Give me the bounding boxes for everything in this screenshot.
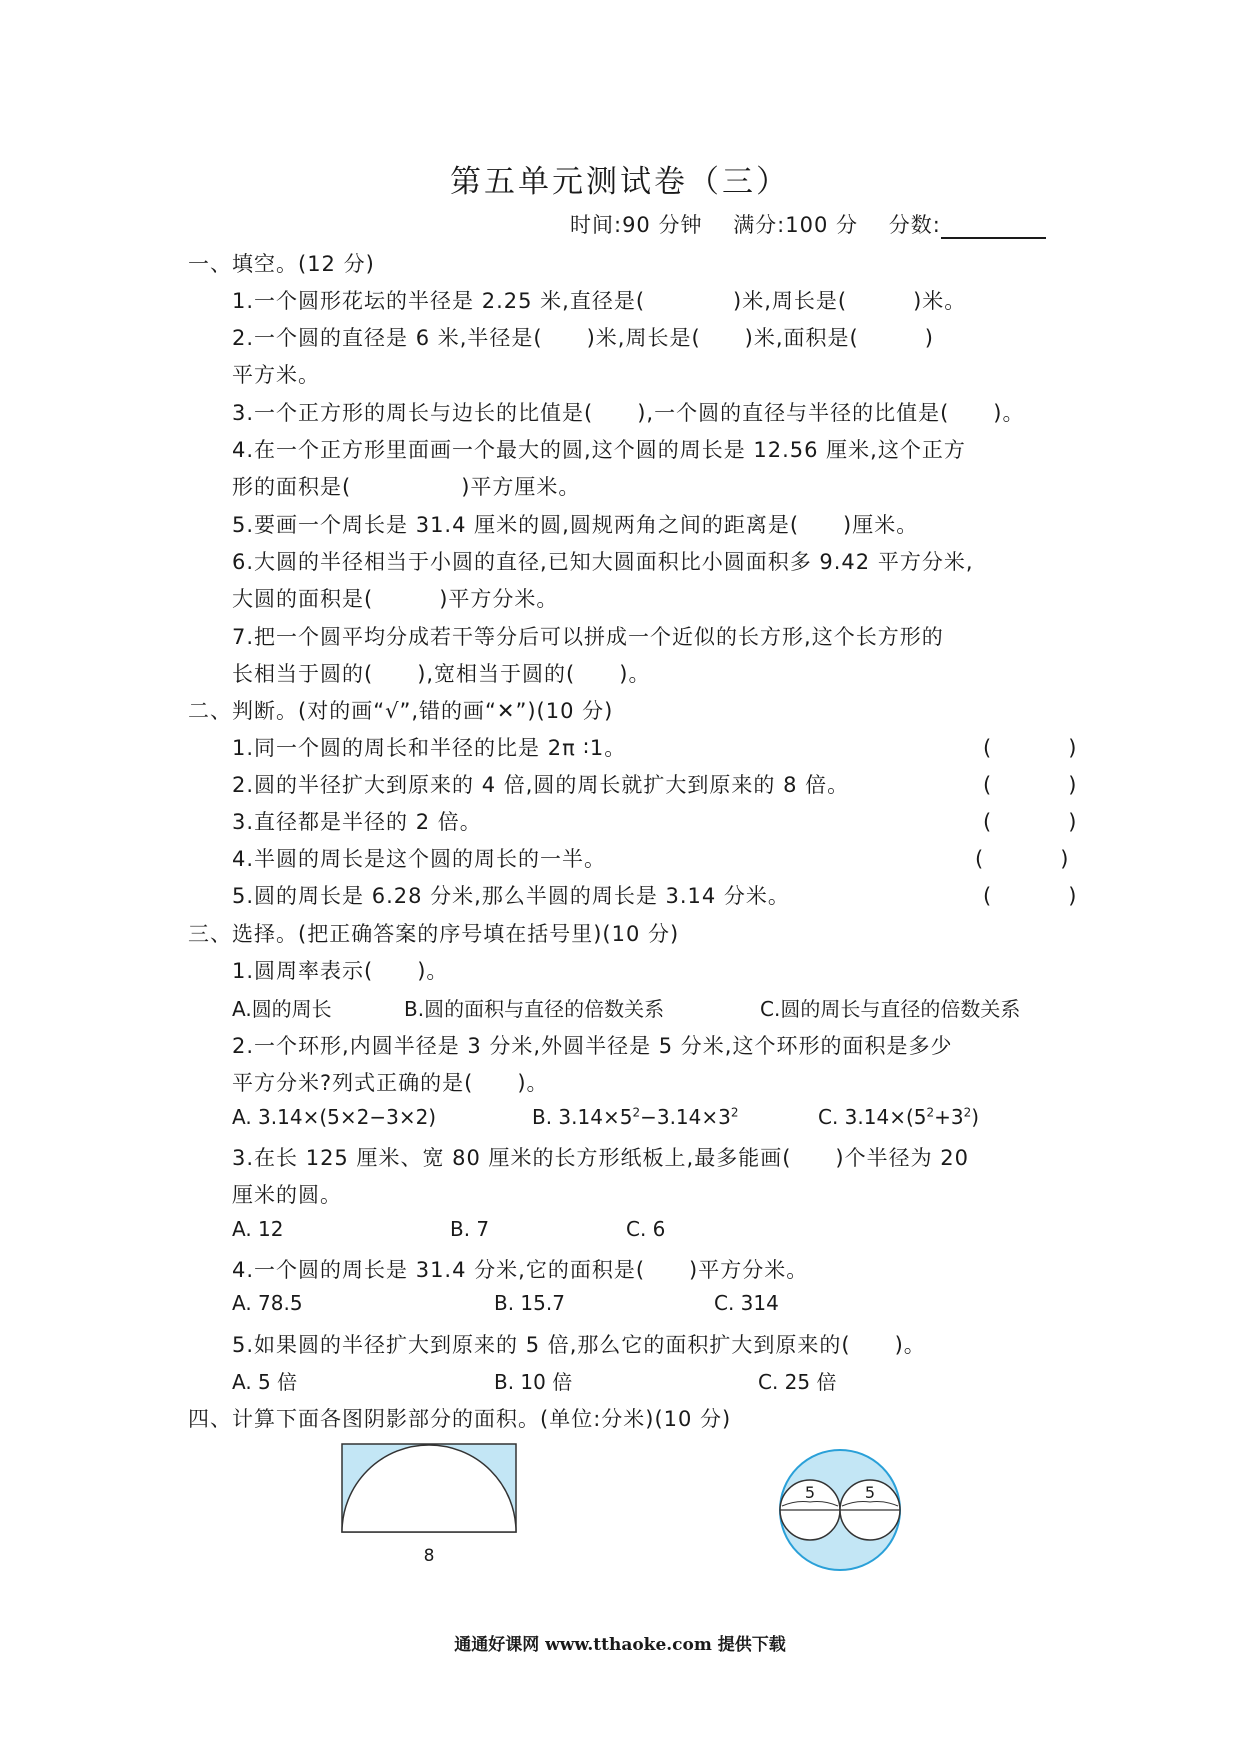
- s3-question-5: 5.如果圆的半径扩大到原来的 5 倍,那么它的面积扩大到原来的( )。: [232, 1333, 926, 1357]
- s3-q2-option-c: [818, 1105, 979, 1129]
- s1-question-7-cont: 长相当于圆的( ),宽相当于圆的( )。: [232, 662, 651, 686]
- s2-item: 2.圆的半径扩大到原来的 4 倍,圆的周长就扩大到原来的 8 倍。: [232, 773, 850, 797]
- s3-q5-option-b: B. 10 倍: [494, 1370, 573, 1394]
- s1-question-3: 3.一个正方形的周长与边长的比值是( ),一个圆的直径与半径的比值是( )。: [232, 401, 1025, 425]
- s3-question-4: 4.一个圆的周长是 31.4 分米,它的面积是( )平方分米。: [232, 1258, 809, 1282]
- formula-part: B. 3.14×5: [532, 1105, 633, 1129]
- full-score-info: 满分:100 分: [733, 213, 859, 237]
- figure-circles-in-circle: [770, 1440, 910, 1580]
- s3-q2-option-b: [532, 1105, 739, 1129]
- s1-question-6-cont: 大圆的面积是( )平方分米。: [232, 587, 559, 611]
- s3-question-2: 2.一个环形,内圆半径是 3 分米,外圆半径是 5 分米,这个环形的面积是多少: [232, 1034, 953, 1058]
- answer-paren[interactable]: ( ): [983, 773, 1105, 797]
- s3-q5-option-c: C. 25 倍: [758, 1370, 837, 1394]
- exponent: 2: [963, 1105, 972, 1120]
- s3-q3-option-a: A. 12: [232, 1217, 284, 1241]
- exponent: 2: [730, 1105, 739, 1120]
- s2-item: 1.同一个圆的周长和半径的比是 2π ∶1。: [232, 736, 627, 760]
- section4-heading: 四、计算下面各图阴影部分的面积。(单位:分米)(10 分): [188, 1407, 732, 1431]
- figure-semicircle-in-rectangle: [330, 1440, 530, 1570]
- s3-question-2-cont: 平方分米?列式正确的是( )。: [232, 1071, 549, 1095]
- fig1-dimension-label: 8: [423, 1546, 435, 1566]
- s2-item: 5.圆的周长是 6.28 分米,那么半圆的周长是 3.14 分米。: [232, 884, 790, 908]
- exponent: 2: [632, 1105, 641, 1120]
- answer-paren[interactable]: ( ): [983, 884, 1105, 908]
- time-info: 时间:90 分钟: [570, 213, 703, 237]
- s1-question-6: 6.大圆的半径相当于小圆的直径,已知大圆面积比小圆面积多 9.42 平方分米,: [232, 550, 974, 574]
- section3-heading: 三、选择。(把正确答案的序号填在括号里)(10 分): [188, 922, 680, 946]
- s1-question-7: 7.把一个圆平均分成若干等分后可以拼成一个近似的长方形,这个长方形的: [232, 625, 944, 649]
- formula-part: C. 3.14×(5: [818, 1105, 927, 1129]
- s3-q5-option-a: A. 5 倍: [232, 1370, 298, 1394]
- s1-question-4: 4.在一个正方形里面画一个最大的圆,这个圆的周长是 12.56 厘米,这个正方: [232, 438, 966, 462]
- answer-paren[interactable]: ( ): [975, 847, 1097, 871]
- exponent: 2: [926, 1105, 935, 1120]
- formula-part: +3: [934, 1105, 964, 1129]
- s3-q1-option-c: C.圆的周长与直径的倍数关系: [760, 997, 1021, 1021]
- s3-q1-option-a: A.圆的周长: [232, 997, 332, 1021]
- score-label: 分数:: [888, 213, 941, 237]
- s3-q4-option-a: A. 78.5: [232, 1291, 303, 1315]
- answer-paren[interactable]: ( ): [983, 810, 1105, 834]
- fig2-right-label: 5: [864, 1483, 876, 1502]
- s3-q4-option-b: B. 15.7: [494, 1291, 565, 1315]
- s3-q2-option-a: A. 3.14×(5×2−3×2): [232, 1105, 437, 1129]
- s3-q1-option-b: B.圆的面积与直径的倍数关系: [404, 997, 665, 1021]
- score-blank[interactable]: [941, 219, 1046, 239]
- fig2-left-label: 5: [804, 1483, 816, 1502]
- s3-q3-option-b: B. 7: [450, 1217, 490, 1241]
- s3-q4-option-c: C. 314: [714, 1291, 779, 1315]
- section1-heading: 一、填空。(12 分): [188, 252, 375, 276]
- s3-q3-option-c: C. 6: [626, 1217, 666, 1241]
- s1-question-4-cont: 形的面积是( )平方厘米。: [232, 475, 581, 499]
- s3-question-1: 1.圆周率表示( )。: [232, 959, 449, 983]
- footer-source: 通通好课网 www.tthaoke.com 提供下载: [454, 1635, 786, 1655]
- exam-meta: [570, 209, 1046, 239]
- s3-question-3-cont: 厘米的圆。: [232, 1183, 342, 1207]
- s1-question-1: 1.一个圆形花坛的半径是 2.25 米,直径是( )米,周长是( )米。: [232, 289, 967, 313]
- section2-heading: 二、判断。(对的画“√”,错的画“✕”)(10 分): [188, 699, 614, 723]
- s1-question-2-cont: 平方米。: [232, 363, 320, 387]
- s1-question-5: 5.要画一个周长是 31.4 厘米的圆,圆规两角之间的距离是( )厘米。: [232, 513, 919, 537]
- s3-question-3: 3.在长 125 厘米、宽 80 厘米的长方形纸板上,最多能画( )个半径为 20: [232, 1146, 969, 1170]
- formula-part: −3.14×3: [640, 1105, 731, 1129]
- formula-part: ): [971, 1105, 980, 1129]
- page-title: 第五单元测试卷（三）: [450, 164, 790, 200]
- s1-question-2: 2.一个圆的直径是 6 米,半径是( )米,周长是( )米,面积是( ): [232, 326, 934, 350]
- s2-item: 3.直径都是半径的 2 倍。: [232, 810, 482, 834]
- answer-paren[interactable]: ( ): [983, 736, 1105, 760]
- s2-item: 4.半圆的周长是这个圆的周长的一半。: [232, 847, 607, 871]
